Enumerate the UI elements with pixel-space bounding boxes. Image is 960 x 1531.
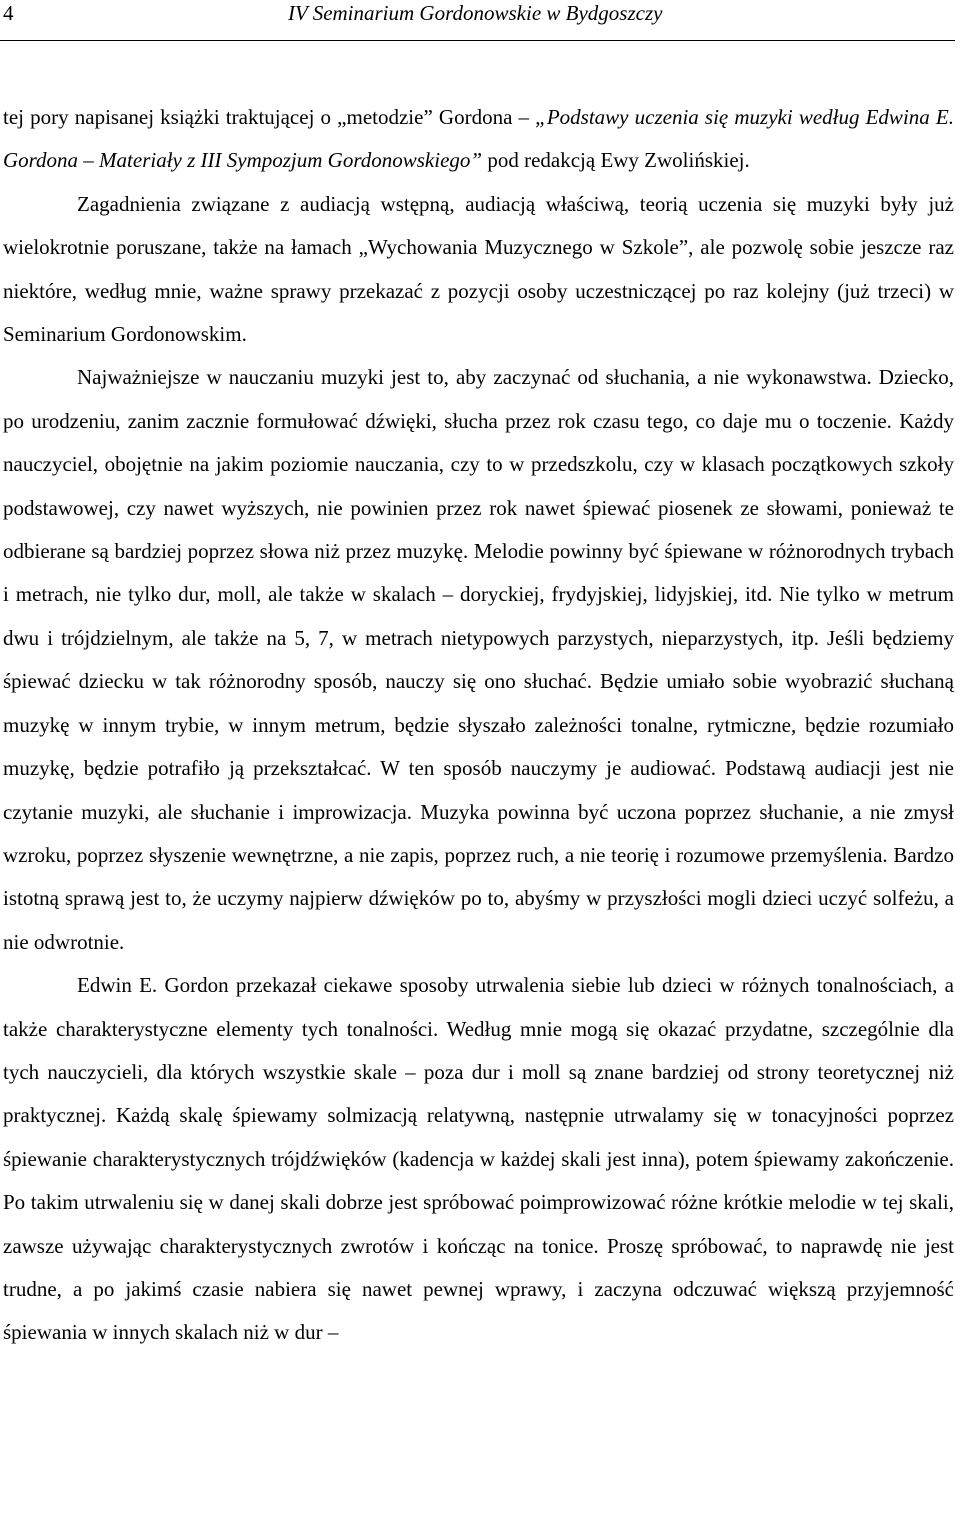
page-header [0, 0, 955, 41]
page-number: 4 [3, 1, 14, 25]
paragraph-gordon-methods: Edwin E. Gordon przekazał ciekawe sposoby utrwalenia siebie lub dzieci w różnych tonalnościach, a także charakterystyczne elementy tych tonalności. Według mnie mogą się okazać przydatne, szczególnie dla tych nauczycieli, dla których wszystkie skale – poza dur i moll są znane bardziej od strony teoretycznej niż praktycznej. Każdą skalę śpiewamy solmizacją relatywną, następnie utrwalamy się w tonacyjności poprzez śpiewanie charakterystycznych trójdźwięków (kadencja w każdej skali jest inna), potem śpiewamy zakończenie. Po takim utrwaleniu się w danej skali dobrze jest spróbować poimprowizować różne krótkie melodie w tej skali, zawsze używając charakterystycznych zwrotów i kończąc na tonice. Proszę spróbować, to naprawdę nie jest trudne, a po jakimś czasie nabiera się nawet pewnej wprawy, i zaczyna odczuwać większą przyjemność śpiewania w innych skalach niż w dur – [3, 973, 954, 1345]
paragraph-intro-text: tej pory napisanej książki traktującej o „metodzie” Gordona – [3, 105, 536, 129]
paragraph-intro-ending: pod redakcją Ewy Zwolińskiej. [482, 148, 750, 173]
body-text [3, 96, 954, 1355]
paragraph-intro [3, 96, 954, 183]
book-title: „Podstawy uczenia się muzyki według Edwina E. Gordona – Materiały z III Sympozjum Gordonowskiego” [3, 105, 954, 173]
running-title: IV Seminarium Gordonowskie w Bydgoszczy [288, 1, 663, 25]
paragraph-listening: Najważniejsze w nauczaniu muzyki jest to, aby zaczynać od słuchania, a nie wykonawstwa. Dziecko, po urodzeniu, zanim zacznie formułować dźwięki, słucha przez rok czasu tego, co daje mu o toczenie. Każdy nauczyciel, obojętnie na jakim poziomie nauczania, czy to w przedszkolu, czy w klasach początkowych szkoły podstawowej, czy nawet wyższych, nie powinien przez rok nawet śpiewać piosenek ze słowami, ponieważ te odbierane są bardziej poprzez słowa niż przez muzykę. Melodie powinny być śpiewane w różnorodnych trybach i metrach, nie tylko dur, moll, ale także w skalach – doryckiej, frydyjskiej, lidyjskiej, itd. Nie tylko w metrum dwu i trójdzielnym, ale także na 5, 7, w metrach nietypowych parzystych, nieparzystych, itp. Jeśli będziemy śpiewać dziecku w tak różnorodny sposób, nauczy się ono słuchać. Będzie umiało sobie wyobrazić słuchaną muzykę w innym trybie, w innym metrum, będzie słyszało zależności tonalne, rytmiczne, będzie rozumiało muzykę, będzie potrafiło ją przekształcać. W ten sposób nauczymy je audiować. Podstawą audiacji jest nie czytanie muzyki, ale słuchanie i improwizacja. Muzyka powinna być uczona poprzez słuchanie, a nie zmysł wzroku, poprzez słyszenie wewnętrzne, a nie zapis, poprzez ruch, a nie teorię i rozumowe przemyślenia. Bardzo istotną sprawą jest to, że uczymy najpierw dźwięków po to, abyśmy w przyszłości mogli dzieci uczyć solfeżu, a nie odwrotnie. [3, 365, 954, 954]
paragraph-audiation: Zagadnienia związane z audiacją wstępną, audiacją właściwą, teorią uczenia się muzyki były już wielokrotnie poruszane, także na łamach „Wychowania Muzycznego w Szkole”, ale pozwolę sobie jeszcze raz niektóre, według mnie, ważne sprawy przekazać z pozycji osoby uczestniczącej po raz kolejny (już trzeci) w Seminarium Gordonowskim. [3, 191, 954, 347]
